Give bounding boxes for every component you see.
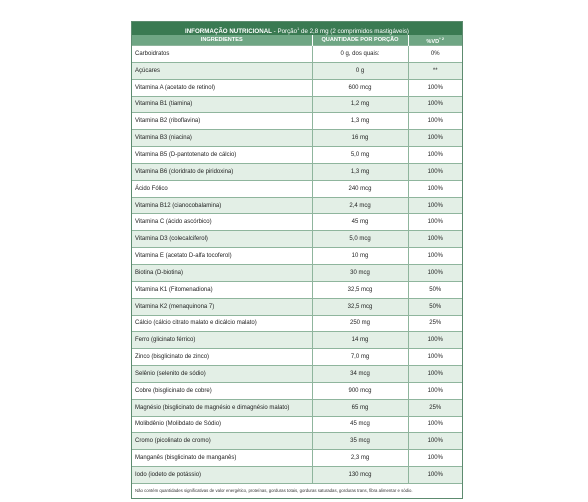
cell-vd: 100% [408, 366, 462, 383]
title-sup: 1 [297, 26, 300, 31]
cell-quantidade: 16 mg [312, 130, 408, 147]
cell-quantidade: 2,4 mcg [312, 197, 408, 214]
cell-ingrediente: Vitamina B12 (cianocobalamina) [132, 197, 312, 214]
table-title [132, 22, 462, 35]
cell-quantidade: 5,0 mg [312, 147, 408, 164]
cell-quantidade: 250 mg [312, 315, 408, 332]
header-vd-label: %VD [426, 38, 440, 45]
cell-ingrediente: Vitamina B1 (tiamina) [132, 96, 312, 113]
table-row [132, 96, 462, 113]
table-row [132, 79, 462, 96]
cell-quantidade: 32,5 mcg [312, 298, 408, 315]
cell-ingrediente: Vitamina E (acetato D-alfa tocoferol) [132, 248, 312, 265]
cell-quantidade: 65 mg [312, 399, 408, 416]
cell-ingrediente: Vitamina D3 (colecalciferol) [132, 231, 312, 248]
cell-ingrediente: Vitamina B5 (D-pantotenato de cálcio) [132, 147, 312, 164]
cell-quantidade: 2,3 mg [312, 450, 408, 467]
cell-ingrediente: Iodo (iodeto de potássio) [132, 467, 312, 483]
cell-quantidade: 1,3 mg [312, 163, 408, 180]
table-row [132, 113, 462, 130]
cell-ingrediente: Molibdênio (Molibdato de Sódio) [132, 416, 312, 433]
table-row [132, 281, 462, 298]
cell-quantidade: 10 mg [312, 248, 408, 265]
cell-vd: 100% [408, 467, 462, 483]
table-row [132, 214, 462, 231]
cell-vd: 100% [408, 264, 462, 281]
cell-quantidade: 45 mcg [312, 416, 408, 433]
cell-vd: 100% [408, 382, 462, 399]
cell-vd: 100% [408, 163, 462, 180]
cell-vd: ** [408, 62, 462, 79]
table-row [132, 450, 462, 467]
title-text-after: de 2,8 mg (2 comprimidos mastigáveis) [299, 28, 409, 35]
cell-vd: 100% [408, 96, 462, 113]
cell-ingrediente: Vitamina K1 (Fitomenadiona) [132, 281, 312, 298]
table-row [132, 349, 462, 366]
header-row [132, 35, 462, 46]
header-vd-sup: * 2 [439, 35, 445, 41]
cell-ingrediente: Vitamina B2 (riboflavina) [132, 113, 312, 130]
cell-ingrediente: Ferro (glicinato férrico) [132, 332, 312, 349]
cell-quantidade: 240 mcg [312, 180, 408, 197]
header-vd [408, 35, 462, 46]
cell-quantidade: 130 mcg [312, 467, 408, 483]
table-row [132, 382, 462, 399]
cell-quantidade: 0 g [312, 62, 408, 79]
cell-ingrediente: Vitamina A (acetato de retinol) [132, 79, 312, 96]
cell-vd: 25% [408, 399, 462, 416]
header-quantidade: QUANTIDADE POR PORÇÃO [312, 35, 408, 46]
cell-quantidade: 7,0 mg [312, 349, 408, 366]
header-ingredientes: INGREDIENTES [132, 35, 312, 46]
cell-quantidade: 34 mcg [312, 366, 408, 383]
cell-vd: 100% [408, 416, 462, 433]
cell-ingrediente: Vitamina B3 (niacina) [132, 130, 312, 147]
table-row [132, 332, 462, 349]
cell-vd: 100% [408, 180, 462, 197]
footnote: Não contém quantidades significativas de valor energético, proteínas, gorduras totais, gorduras saturadas, gorduras trans, fibra alimentar e sódio. [132, 483, 462, 498]
cell-ingrediente: Cálcio (cálcio citrato malato e dicálcio malato) [132, 315, 312, 332]
cell-vd: 100% [408, 214, 462, 231]
cell-ingrediente: Manganês (bisglicinato de manganês) [132, 450, 312, 467]
cell-vd: 100% [408, 231, 462, 248]
cell-vd: 100% [408, 248, 462, 265]
nutrition-table [132, 35, 462, 483]
cell-ingrediente: Açúcares [132, 62, 312, 79]
cell-vd: 50% [408, 298, 462, 315]
cell-vd: 100% [408, 197, 462, 214]
cell-ingrediente: Vitamina C (ácido ascórbico) [132, 214, 312, 231]
cell-quantidade: 1,2 mg [312, 96, 408, 113]
table-row [132, 231, 462, 248]
table-row [132, 416, 462, 433]
table-row [132, 315, 462, 332]
table-row [132, 248, 462, 265]
cell-quantidade: 45 mg [312, 214, 408, 231]
cell-ingrediente: Carboidratos [132, 46, 312, 63]
cell-quantidade: 35 mcg [312, 433, 408, 450]
title-bold: INFORMAÇÃO NUTRICIONAL [184, 28, 272, 35]
cell-ingrediente: Biotina (D-biotina) [132, 264, 312, 281]
cell-quantidade: 0 g, dos quais: [312, 46, 408, 63]
cell-ingrediente: Zinco (bisglicinato de zinco) [132, 349, 312, 366]
cell-vd: 100% [408, 79, 462, 96]
cell-ingrediente: Ácido Fólico [132, 180, 312, 197]
table-row [132, 399, 462, 416]
cell-quantidade: 30 mcg [312, 264, 408, 281]
cell-vd: 25% [408, 315, 462, 332]
table-row [132, 130, 462, 147]
cell-quantidade: 600 mcg [312, 79, 408, 96]
cell-ingrediente: Vitamina B6 (cloridrato de piridoxina) [132, 163, 312, 180]
cell-vd: 100% [408, 433, 462, 450]
table-row [132, 46, 462, 63]
cell-vd: 100% [408, 113, 462, 130]
cell-quantidade: 900 mcg [312, 382, 408, 399]
cell-ingrediente: Cobre (bisglicinato de cobre) [132, 382, 312, 399]
cell-quantidade: 5,0 mcg [312, 231, 408, 248]
cell-vd: 100% [408, 349, 462, 366]
table-row [132, 62, 462, 79]
nutrition-facts-table [131, 21, 463, 499]
cell-vd: 0% [408, 46, 462, 63]
table-row [132, 197, 462, 214]
cell-ingrediente: Cromo (picolinato de cromo) [132, 433, 312, 450]
title-text: - Porção [271, 28, 298, 35]
cell-vd: 50% [408, 281, 462, 298]
cell-quantidade: 1,3 mg [312, 113, 408, 130]
table-row [132, 180, 462, 197]
table-row [132, 298, 462, 315]
table-row [132, 264, 462, 281]
cell-vd: 100% [408, 332, 462, 349]
cell-quantidade: 32,5 mcg [312, 281, 408, 298]
table-row [132, 147, 462, 164]
table-row [132, 163, 462, 180]
table-row [132, 433, 462, 450]
cell-quantidade: 14 mg [312, 332, 408, 349]
cell-vd: 100% [408, 450, 462, 467]
cell-vd: 100% [408, 147, 462, 164]
table-row [132, 467, 462, 483]
cell-ingrediente: Selênio (selenito de sódio) [132, 366, 312, 383]
cell-ingrediente: Vitamina K2 (menaquinona 7) [132, 298, 312, 315]
table-row [132, 366, 462, 383]
cell-ingrediente: Magnésio (bisglicinato de magnésio e dimagnésio malato) [132, 399, 312, 416]
cell-vd: 100% [408, 130, 462, 147]
